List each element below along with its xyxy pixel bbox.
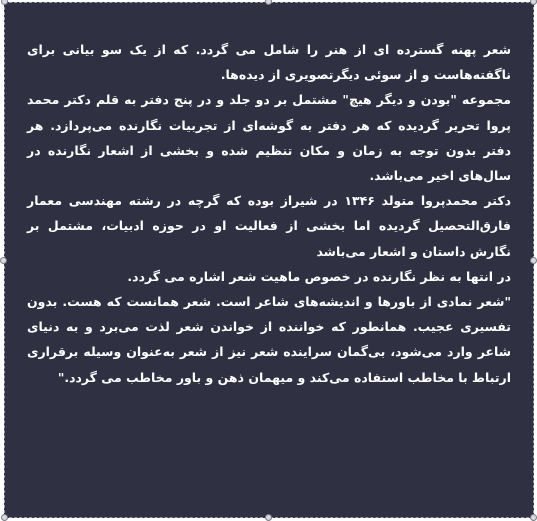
resize-handle-top-right[interactable] (530, 0, 537, 5)
text-content[interactable] (27, 37, 511, 390)
resize-handle-middle-right[interactable] (530, 257, 537, 264)
resize-handle-bottom-left[interactable] (1, 514, 8, 521)
resize-handle-middle-left[interactable] (0, 257, 7, 264)
paragraph-quote: "شعر نمادی از باورها و اندیشه‌های شاعر است. شعر همانست که هست. بدون تفسیری عجیب. همانطور که خواننده از خواندن شعر لذت می‌برد و به دنیای شاعر وارد می‌شود، بی‌گمان سراینده شعر نیز از شعر به‌عنوان وسیله برقراری ارتباط با مخاطب استفاده می‌کند و میهمان ذهن و باور مخاطب می گردد." (27, 294, 511, 385)
resize-handle-bottom-right[interactable] (530, 514, 537, 521)
selected-text-box[interactable] (4, 2, 534, 518)
paragraph-author: دکتر محمدپروا متولد ۱۳۴۶ در شیراز بوده که گرچه در رشته مهندسی معمار فارق‌التحصیل گردیده اما بخشی از فعالیت او در حوزه ادبیات، مشتمل بر نگارش داستان و اشعار می‌باشد (27, 193, 511, 259)
paragraph-collection: مجموعه "بودن و دیگر هیچ" مشتمل بر دو جلد و در پنج دفتر به قلم دکتر محمد پروا تحریر گردیده که هر دفتر به گوشه‌ای از تجربیات نگارنده می‌پردازد. هر دفتر بدون توجه به زمان و مکان تنظیم شده و بخشی از اشعار نگارنده در سال‌های اخیر می‌باشد. (27, 92, 511, 184)
resize-handle-bottom-center[interactable] (265, 514, 272, 521)
paragraph-intro: شعر پهنه گسترده ای از هنر را شامل می گردد. که از یک سو بیانی برای ناگفته‌هاست و از سوئی دیگرتصویری از دیده‌ها. (27, 42, 511, 83)
paragraph-closing-intro: در انتها به نظر نگارنده در خصوص ماهیت شعر اشاره می گردد. (127, 268, 511, 284)
